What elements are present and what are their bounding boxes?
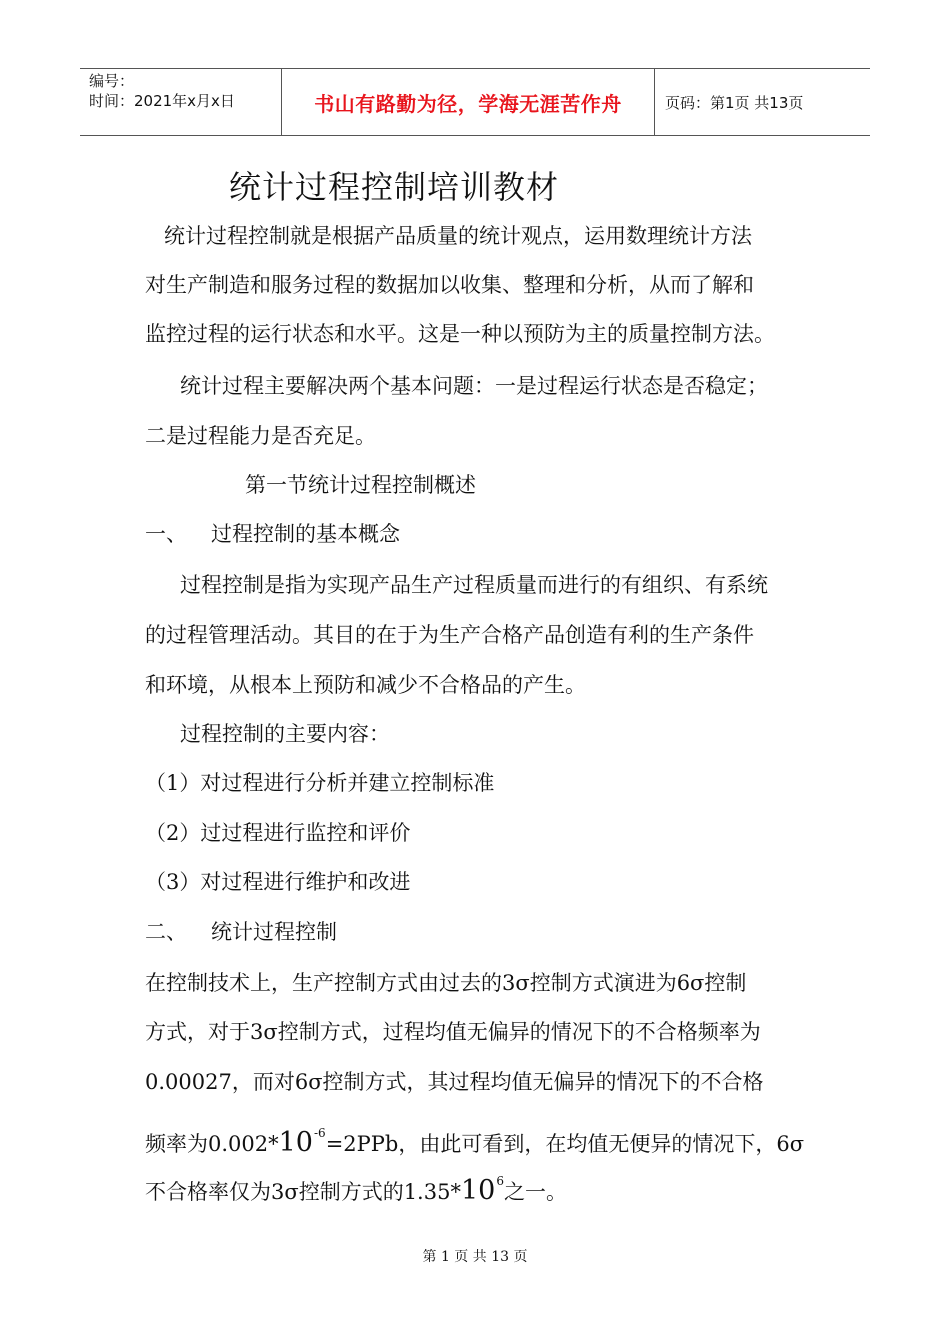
paragraph-line: 对生产制造和服务过程的数据加以收集、整理和分析，从而了解和 bbox=[145, 273, 754, 297]
paragraph-line: 二是过程能力是否充足。 bbox=[145, 424, 376, 448]
page-footer: 第 1 页 共 13 页 bbox=[422, 1249, 528, 1265]
document-title: 统计过程控制培训教材 bbox=[229, 168, 560, 206]
paragraph-line: 和环境，从根本上预防和减少不合格品的产生。 bbox=[145, 673, 586, 697]
paragraph-line: 监控过程的运行状态和水平。这是一种以预防为主的质量控制方法。 bbox=[145, 322, 775, 346]
motto-text: 书山有路勤为径，学海无涯苦作舟 bbox=[314, 91, 622, 116]
paragraph-line-formula bbox=[145, 1167, 567, 1206]
page-info-text: 页码：第1页 共13页 bbox=[665, 93, 804, 112]
header-page-cell bbox=[655, 69, 870, 135]
header-meta-cell bbox=[80, 69, 282, 135]
heading-text: 过程控制的基本概念 bbox=[211, 522, 400, 546]
paragraph-line: 0.00027，而对6σ控制方式，其过程均值无偏异的情况下的不合格 bbox=[145, 1070, 764, 1094]
paragraph-line-formula bbox=[145, 1119, 804, 1158]
power-base: 10 bbox=[460, 1175, 496, 1206]
paragraph-line: 在控制技术上，生产控制方式由过去的3σ控制方式演进为6σ控制 bbox=[145, 971, 747, 995]
heading-text: 统计过程控制 bbox=[211, 920, 337, 944]
paragraph-line: 的过程管理活动。其目的在于为生产合格产品创造有利的生产条件 bbox=[145, 623, 754, 647]
formula-suffix: 之一。 bbox=[503, 1180, 567, 1204]
power-base: 10 bbox=[278, 1127, 313, 1158]
header-motto-cell bbox=[282, 69, 655, 135]
power-exponent: -6 bbox=[313, 1126, 326, 1140]
paragraph-line: 方式，对于3σ控制方式，过程均值无偏异的情况下的不合格频率为 bbox=[145, 1020, 761, 1044]
document-header-table bbox=[80, 68, 870, 136]
paragraph-line: 统计过程控制就是根据产品质量的统计观点，运用数理统计方法 bbox=[164, 224, 752, 248]
list-item: （1）对过程进行分析并建立控制标准 bbox=[145, 771, 495, 795]
date-label: 时间：2021年x月x日 bbox=[89, 92, 235, 110]
power-exponent: 6 bbox=[496, 1174, 504, 1188]
heading-number: 一、 bbox=[145, 522, 187, 546]
list-item: （2）过过程进行监控和评价 bbox=[145, 821, 411, 845]
paragraph-line: 过程控制的主要内容： bbox=[180, 722, 390, 746]
paragraph-line: 统计过程主要解决两个基本问题：一是过程运行状态是否稳定； bbox=[180, 374, 768, 398]
heading-number: 二、 bbox=[145, 920, 187, 944]
formula-suffix: =2PPb，由此可看到，在均值无便异的情况下，6σ bbox=[325, 1132, 805, 1156]
section-heading: 第一节统计过程控制概述 bbox=[245, 473, 476, 497]
list-item: （3）对过程进行维护和改进 bbox=[145, 870, 411, 894]
paragraph-line: 过程控制是指为实现产品生产过程质量而进行的有组织、有系统 bbox=[180, 573, 768, 597]
serial-number-label: 编号： bbox=[89, 72, 135, 90]
formula-prefix: 频率为0.002* bbox=[145, 1132, 279, 1156]
formula-prefix: 不合格率仅为3σ控制方式的1.35* bbox=[145, 1180, 461, 1204]
